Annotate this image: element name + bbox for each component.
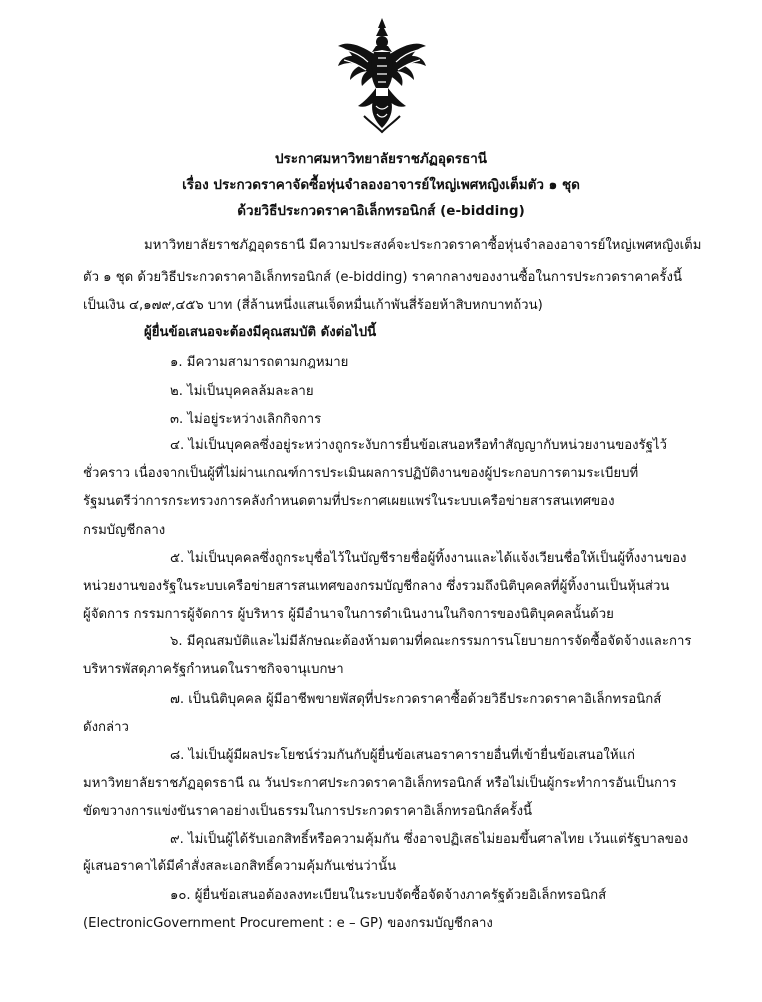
intro-line-3: เป็นเงิน ๔,๑๗๙,๔๕๖ บาท (สี่ล้านหนึ่งแสนเจ็ดหมื่นเก้าพันสี่ร้อยห้าสิบหกบาทถ้วน) [83,298,543,313]
item-line: ผู้จัดการ กรรมการผู้จัดการ ผู้บริหาร ผู้มีอำนาจในการดำเนินงานในกิจการของนิติบุคคลนั้นด้วย [83,607,614,622]
title-line-1: ประกาศมหาวิทยาลัยราชภัฏอุดรธานี [274,151,488,167]
item-line: ๕. ไม่เป็นบุคคลซึ่งถูกระบุชื่อไว้ในบัญชีรายชื่อผู้ทิ้งงานและได้แจ้งเวียนชื่อให้เป็นผู้ทิ้งงานของ [170,551,687,566]
item-line: รัฐมนตรีว่าการกระทรวงการคลังกำหนดตามที่ประกาศเผยแพร่ในระบบเครือข่ายสารสนเทศของ [83,494,615,509]
qualification-heading: ผู้ยื่นข้อเสนอจะต้องมีคุณสมบัติ ดังต่อไปนี้ [144,325,377,340]
item-line: หน่วยงานของรัฐในระบบเครือข่ายสารสนเทศของกรมบัญชีกลาง ซึ่งรวมถึงนิติบุคคลที่ผู้ทิ้งงานเป็นหุ้นส่วน [83,579,670,594]
item-line: (ElectronicGovernment Procurement : e – GP) ของกรมบัญชีกลาง [83,916,493,931]
title-line-2: เรื่อง ประกวดราคาจัดซื้อหุ่นจำลองอาจารย์ใหญ่เพศหญิงเต็มตัว ๑ ชุด [182,177,580,193]
item-line: ๔. ไม่เป็นบุคคลซึ่งอยู่ระหว่างถูกระงับการยื่นข้อเสนอหรือทำสัญญากับหน่วยงานของรัฐไว้ [170,438,667,453]
item-line: ๒. ไม่เป็นบุคคลล้มละลาย [170,384,314,399]
item-line: ๑๐. ผู้ยื่นข้อเสนอต้องลงทะเบียนในระบบจัดซื้อจัดจ้างภาครัฐด้วยอิเล็กทรอนิกส์ [170,888,607,903]
item-line: มหาวิทยาลัยราชภัฏอุดรธานี ณ วันประกาศประกวดราคาอิเล็กทรอนิกส์ หรือไม่เป็นผู้กระทำการอันเป็นการ [83,776,677,791]
item-line: กรมบัญชีกลาง [83,523,166,538]
item-line: บริหารพัสดุภาครัฐกำหนดในราชกิจจานุเบกษา [83,662,344,677]
title-line-3: ด้วยวิธีประกวดราคาอิเล็กทรอนิกส์ (e-bidding) [237,203,525,219]
item-line: ผู้เสนอราคาได้มีคำสั่งสละเอกสิทธิ์ความคุ้มกันเช่นว่านั้น [83,859,397,874]
item-line: ขัดขวางการแข่งขันราคาอย่างเป็นธรรมในการประกวดราคาอิเล็กทรอนิกส์ครั้งนี้ [83,804,533,819]
intro-line-1: มหาวิทยาลัยราชภัฏอุดรธานี มีความประสงค์จะประกวดราคาซื้อหุ่นจำลองอาจารย์ใหญ่เพศหญิงเต็ม [144,238,702,253]
item-line: ๙. ไม่เป็นผู้ได้รับเอกสิทธิ์หรือความคุ้มกัน ซึ่งอาจปฏิเสธไม่ยอมขึ้นศาลไทย เว้นแต่รัฐบาลของ [170,832,689,847]
item-line: ๖. มีคุณสมบัติและไม่มีลักษณะต้องห้ามตามที่คณะกรรมการนโยบายการจัดซื้อจัดจ้างและการ [170,634,692,649]
item-line: ๘. ไม่เป็นผู้มีผลประโยชน์ร่วมกันกับผู้ยื่นข้อเสนอราคารายอื่นที่เข้ายื่นข้อเสนอให้แก่ [170,748,636,763]
item-line: ๗. เป็นนิติบุคคล ผู้มีอาชีพขายพัสดุที่ประกวดราคาซื้อด้วยวิธีประกวดราคาอิเล็กทรอนิกส์ [170,692,662,707]
garuda-emblem-icon [334,16,430,134]
item-line: ๓. ไม่อยู่ระหว่างเลิกกิจการ [170,412,322,427]
item-line: ชั่วคราว เนื่องจากเป็นผู้ที่ไม่ผ่านเกณฑ์การประเมินผลการปฏิบัติงานของผู้ประกอบการตามระเบียบที่ [83,466,639,481]
document-title [80,146,682,224]
item-line: ๑. มีความสามารถตามกฎหมาย [170,355,349,370]
item-line: ดังกล่าว [83,720,129,735]
intro-line-2: ตัว ๑ ชุด ด้วยวิธีประกวดราคาอิเล็กทรอนิกส์ (e-bidding) ราคากลางของงานซื้อในการประกวดราคาครั้งนี้ [83,270,682,285]
